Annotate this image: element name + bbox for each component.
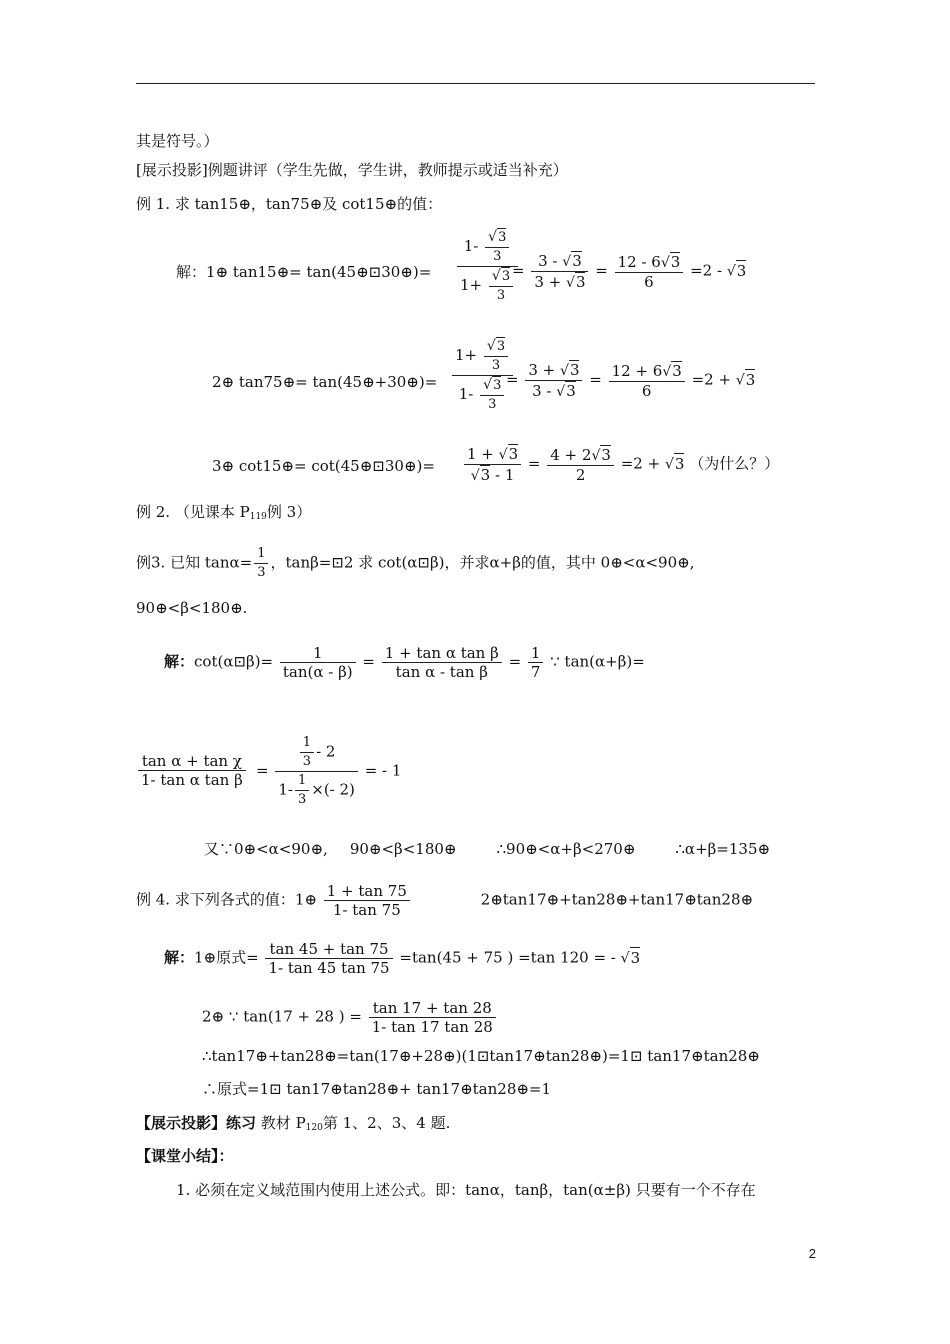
ex2-tail: 例 3） (266, 503, 312, 521)
sqrt-arg: 3 (736, 261, 747, 280)
frac-num: 4 + 2 (550, 446, 592, 464)
ex1-part1-head: 解：1⊕ tan15⊕= tan(45⊕⊡30⊕)= (176, 263, 432, 281)
ex4-solution-1: 解：1⊕原式= $\frac{\tan 45 + \tan 75}{1- \tan 45 \tan 75}$ =tan(45 + 75 ) =tan 120 = - √3 (164, 940, 641, 977)
example-1-title: 例 1. 求 tan15⊕，tan75⊕及 cot15⊕的值： (136, 195, 443, 213)
header-rule (136, 83, 815, 84)
frac-num: 3 + (528, 361, 556, 379)
frac-den: 6 (644, 273, 654, 291)
ex1-part2-frac-b: = $\frac{3 + √3}{3 - √3}$ = $\frac{12 + 6√3}{6}$ =2 + √3 (506, 361, 756, 400)
frac-num: tan 17 + tan 28 (369, 999, 496, 1018)
range-text: 又∵0⊕<α<90⊕, (204, 840, 328, 858)
ex4-solution-2 (202, 999, 498, 1036)
sqrt-arg: 3 (674, 454, 685, 473)
frac-den: 1- tan α tan β (141, 771, 243, 789)
frac-den: 3 (297, 792, 307, 807)
ex1-part1-frac-a (455, 228, 520, 305)
exercise-text: 教材 P (256, 1114, 306, 1132)
frac-den: 1- tan 75 (332, 901, 401, 919)
sqrt-arg: 3 (575, 273, 586, 291)
ex1-part1 (176, 262, 431, 282)
fraction (254, 545, 268, 582)
projection-exercise (136, 1113, 450, 1138)
frac-den: 3 (302, 754, 312, 769)
frac-text: 1+ (455, 346, 478, 364)
projection-label: 【展示投影】 (136, 1114, 227, 1132)
exercise-text: 第 1、2、3、4 题. (322, 1114, 451, 1132)
tan-sum-value: = $\frac{1}{3}$ - 2 1- $\frac{1}{3}$ ×(- 2) = - 1 (256, 735, 402, 807)
summary-heading: 【课堂小结】： (136, 1147, 234, 1165)
frac-den: 3 (488, 397, 497, 412)
frac-den: 2 (575, 466, 586, 484)
frac-den: 6 (641, 382, 652, 400)
frac-den: 3 - (532, 382, 552, 400)
why-note: （为什么？） (689, 454, 780, 473)
frac-num: 1 (254, 545, 268, 564)
frac-num: 1 + tan 75 (324, 882, 410, 901)
sqrt-arg: 3 (501, 269, 511, 284)
fraction: $\frac{4 + 2√3}{2}$ (547, 445, 614, 484)
ex2-text: 例 2. （见课本 P (136, 503, 250, 521)
sol-text: 1⊕原式= (194, 948, 259, 967)
sqrt-arg: 3 (569, 361, 580, 379)
ex4-solution-3: ∴tan17⊕+tan28⊕=tan(17⊕+28⊕)(1⊡tan17⊕tan28⊕)=1⊡ tan17⊕tan28⊕ (202, 1047, 760, 1065)
compound-fraction (452, 337, 513, 414)
ex1-part3-fracs: $\frac{1 + √3}{√3 - 1}$ = $\frac{4 + 2√3}{2}$ =2 + √3 （为什么？） (462, 444, 779, 485)
fraction (265, 940, 392, 977)
sqrt-arg: 3 (480, 466, 491, 484)
inner-fraction (300, 734, 314, 771)
text-line: [展示投影]例题讲评（学生先做，学生讲，教师提示或适当补充） (136, 161, 568, 179)
frac-num: 1 + (467, 445, 494, 463)
fraction (324, 882, 410, 919)
sqrt-arg: 3 (572, 252, 582, 270)
frac-den: 3 + (534, 273, 562, 291)
ex1-part3-head: 3⊕ cot15⊕= cot(45⊕⊡30⊕)= (212, 457, 435, 475)
example-4 (136, 882, 753, 919)
example-3 (136, 545, 694, 582)
frac-text: 1+ (460, 276, 483, 294)
text-line: 其是符号。） (136, 132, 219, 150)
compound-fraction (275, 734, 358, 809)
sol-text: =tan(45 + 75 ) =tan 120 = - (399, 948, 616, 967)
frac-num: 1 (300, 734, 314, 753)
frac-text: ×(- 2) (311, 780, 355, 799)
compound-fraction (457, 228, 518, 305)
ex3-range: 90⊕<β<180⊕. (136, 599, 248, 617)
frac-den: 3 (493, 249, 502, 264)
inner-fraction: $\frac{√3}{3}$ (489, 267, 513, 305)
frac-num: 1 (528, 644, 544, 663)
frac-den: 3 (496, 288, 506, 303)
sqrt-arg: 3 (601, 446, 611, 464)
inner-fraction: $\frac{√3}{3}$ (480, 376, 504, 414)
ex4-text: 例 4. 求下列各式的值：1⊕ (136, 890, 317, 909)
sol-text: cot(α⊡β)= (194, 652, 274, 671)
frac-den: tan(α - β) (282, 663, 353, 681)
page-subscript: 119 (249, 512, 267, 522)
fraction (369, 999, 496, 1036)
frac-den: 1- tan 45 tan 75 (268, 959, 390, 977)
page-number: 2 (808, 1246, 816, 1261)
sqrt-arg: 3 (566, 382, 576, 400)
frac-num: 1 + tan α tan β (382, 644, 502, 663)
range-text: ∴α+β=135⊕ (675, 840, 771, 858)
frac-num: tan 45 + tan 75 (265, 940, 392, 959)
inner-fraction: $\frac{√3}{3}$ (485, 228, 509, 266)
summary-item-1: 1. 必须在定义域范围内使用上述公式。即：tanα，tanβ，tan(α±β) 只要有一个不存在 (176, 1181, 756, 1199)
inner-fraction (295, 772, 309, 809)
example-2 (136, 502, 311, 527)
solution-label: 解： (164, 652, 195, 671)
range-text: ∴90⊕<α+β<270⊕ (496, 840, 636, 858)
page-subscript: 120 (305, 1123, 323, 1133)
solution-label: 解： (164, 948, 195, 967)
ex4-text: 2⊕tan17⊕+tan28⊕+tan17⊕tan28⊕ (480, 890, 754, 909)
exercise-label: 练习 (226, 1114, 257, 1132)
frac-den: 3 (257, 565, 266, 580)
sqrt-arg: 3 (493, 378, 502, 393)
sqrt-arg: 3 (496, 339, 506, 354)
frac-text: 1- (278, 780, 293, 799)
ex3-text-b: ，tanβ=⊡2 求 cot(α⊡β)，并求α+β的值，其中 0⊕<α<90⊕, (270, 553, 695, 572)
frac-num: 12 - 6 (617, 253, 661, 271)
frac-num: tan α + tan χ (138, 752, 246, 771)
result: =2 - (690, 261, 723, 280)
sqrt-arg: 3 (672, 362, 682, 380)
frac-num: 1 (295, 772, 309, 791)
ex4-solution-4: ∴原式=1⊡ tan17⊕tan28⊕+ tan17⊕tan28⊕=1 (202, 1080, 552, 1098)
result: =2 + (620, 454, 661, 473)
frac-num: 1 (280, 644, 356, 663)
frac-text: - 2 (316, 742, 336, 761)
fraction (382, 644, 502, 681)
tan-sum-fraction (136, 752, 248, 789)
sqrt-arg: 3 (508, 445, 519, 463)
frac-text: 1- (463, 237, 479, 255)
frac-den: 7 (530, 663, 541, 681)
ex3-text-a: 例3. 已知 tanα= (136, 553, 253, 572)
fraction: $\frac{3 + √3}{3 - √3}$ (525, 360, 582, 401)
fraction: $\frac{12 - 6√3}{6}$ (615, 252, 684, 291)
frac-den: 3 (491, 358, 501, 373)
frac-den: tan α - tan β (395, 663, 488, 681)
ex1-part1-frac-b: = $\frac{3 - √3}{3 + √3}$ = $\frac{12 - 6√3}{6}$ =2 - √3 (512, 252, 747, 291)
fraction: $\frac{3 - √3}{3 + √3}$ (531, 251, 588, 292)
fraction (138, 752, 246, 789)
fraction: $\frac{1 + √3}{√3 - 1}$ (464, 444, 521, 485)
frac-num: 12 + 6 (611, 362, 663, 380)
sqrt-arg: 3 (745, 370, 756, 389)
frac-num: 3 - (538, 252, 558, 270)
angle-range-line (204, 839, 770, 859)
range-text: 90⊕<β<180⊕ (349, 840, 457, 858)
sol-text: ∵ tan(α+β)= (550, 652, 645, 671)
ex1-part2-head: 2⊕ tan75⊕= tan(45⊕+30⊕)= (212, 373, 438, 391)
sol-text: 2⊕ ∵ tan(17 + 28 ) = (202, 1007, 362, 1026)
frac-den: 1- tan 17 tan 28 (371, 1018, 493, 1036)
sqrt-arg: 3 (498, 230, 507, 245)
frac-den: - 1 (495, 466, 515, 484)
result: = - 1 (364, 761, 402, 780)
fraction: $\frac{12 + 6√3}{6}$ (609, 361, 685, 400)
result: =2 + (691, 370, 732, 389)
ex3-solution: 解：cot(α⊡β)= $\frac{1}{\tan(\alpha - \beta)}$ = $\frac{\text{1 + tan α tan β}}{\text{tan α - tan β}}$ = $\frac{1}{7}$ ∵ tan(α+β)= (164, 644, 645, 681)
sqrt-arg: 3 (630, 948, 641, 967)
frac-text: 1- (458, 385, 474, 403)
sqrt-arg: 3 (670, 253, 681, 271)
fraction (528, 644, 544, 681)
inner-fraction: $\frac{√3}{3}$ (484, 337, 508, 375)
fraction (280, 644, 356, 681)
